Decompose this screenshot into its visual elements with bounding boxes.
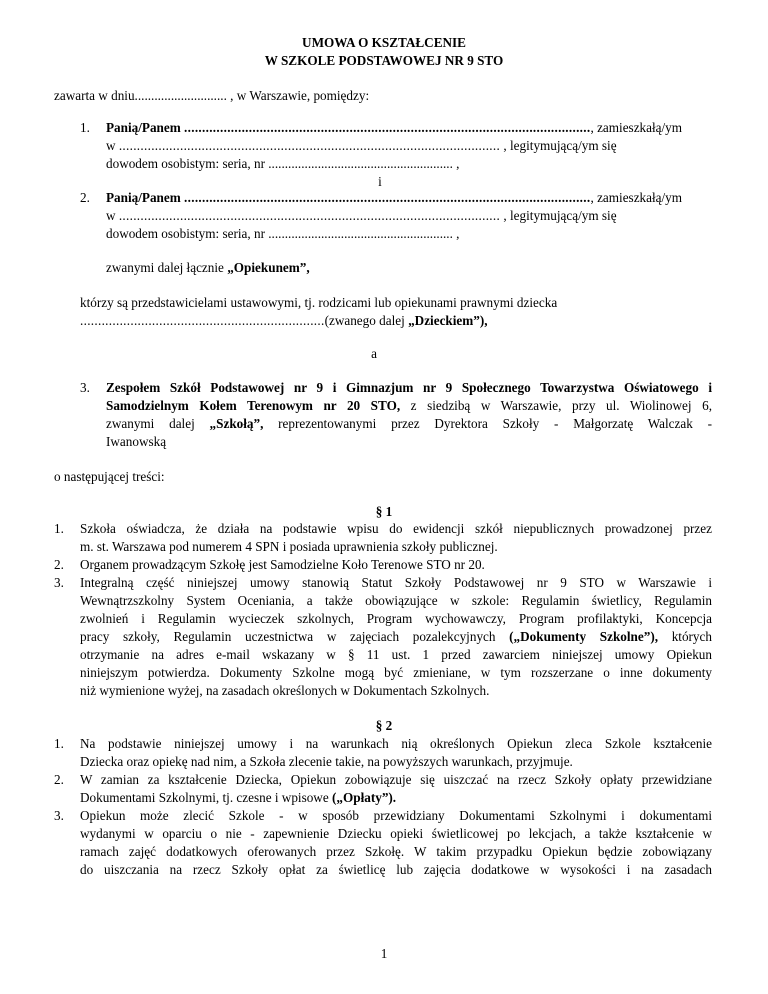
party-1-number: 1. xyxy=(80,120,90,135)
s1-p3-line-4 xyxy=(80,629,712,645)
party-2-id-label: , legitymującą/ym się xyxy=(503,208,617,223)
party-2-line-1 xyxy=(106,190,682,206)
page-number: 1 xyxy=(380,946,388,961)
party-1-residence-label: , zamieszkałą/ym xyxy=(590,120,683,135)
party-3-representative: reprezentowanymi przez Dyrektora Szkoły - Małgorzatę Walczak - xyxy=(263,416,713,431)
s2-p1-number: 1. xyxy=(54,736,64,751)
s2-p1-line-1: Na podstawie niniejszej umowy i na warunkach nią określonych Opiekun zleca Szkole kształcenie xyxy=(80,736,712,751)
s1-p2-line-1: Organem prowadzącym Szkołę jest Samodzielne Koło Terenowe STO nr 20. xyxy=(80,557,485,572)
party-2-id-line: dowodem osobistym: seria, nr ........................................................ , xyxy=(106,226,460,241)
s2-p3-line-3: ramach zajęć dodatkowych oferowanych przez Szkołę. W takim przypadku Opiekun będzie zobowiązany xyxy=(80,844,712,859)
ktorzy-line-2 xyxy=(80,313,488,329)
party-3-line-3 xyxy=(106,416,712,432)
s2-p2-l2-text: Dokumentami Szkolnymi, tj. czesne i wpisowe xyxy=(80,790,332,805)
s1-p3-line-1: Integralną część niniejszej umowy stanowią Statut Szkoły Podstawowej nr 9 STO w Warszawie i xyxy=(80,575,712,590)
s2-p3-line-1: Opiekun może zlecić Szkole - w sposób przewidziany Dokumentami Szkolnymi i dokumentami xyxy=(80,808,712,823)
dziecko-term: „Dzieckiem”), xyxy=(408,313,488,328)
party-1-line-1 xyxy=(106,120,682,136)
party-3-address: z siedzibą w Warszawie, przy ul. Wiolinowej 6, xyxy=(400,398,712,413)
conjunction-i: i xyxy=(378,174,382,189)
s2-p3-line-2: wydanymi w oparciu o nie - zapewnienie Dziecku opieki świetlicowej po lekcjach, a także kształcenie w xyxy=(80,826,712,841)
s1-p3-l4-rest: których xyxy=(658,629,712,644)
party-1-w: w xyxy=(106,138,116,153)
party-2-residence-label: , zamieszkałą/ym xyxy=(590,190,683,205)
title-line-2: W SZKOLE PODSTAWOWEJ NR 9 STO xyxy=(264,53,504,68)
party-3-line-4: Iwanowską xyxy=(106,434,167,449)
s1-p2-number: 2. xyxy=(54,557,64,572)
zwanymi-text: zwanymi dalej łącznie xyxy=(106,260,228,275)
zwanymi-line xyxy=(106,260,310,276)
party-3-line-2 xyxy=(106,398,712,414)
party-1-id-line: dowodem osobistym: seria, nr ........................................................ , xyxy=(106,156,460,171)
party-2-name-label: Panią/Panem xyxy=(106,190,181,205)
s1-p3-number: 3. xyxy=(54,575,64,590)
o-nastepujacej: o następującej treści: xyxy=(54,469,165,484)
opiekun-term: „Opiekunem”, xyxy=(227,260,310,275)
s1-p3-line-6: niniejszym potwierdza. Dokumenty Szkolne mogą być zmieniane, w tym rozszerzane o inne dokumenty xyxy=(80,665,712,680)
party-1-id-label: , legitymującą/ym się xyxy=(503,138,617,153)
party-1-address-blank: .......................................................................................................... xyxy=(118,138,501,153)
s1-p3-l4-text: pracy szkoły, Regulamin uczestnictwa w zajęciach pozalekcyjnych xyxy=(80,629,510,644)
oplaty-term: („Opłaty”). xyxy=(332,790,397,805)
party-3-line-1: Zespołem Szkół Podstawowej nr 9 i Gimnazjum nr 9 Społecznego Towarzystwa Oświatowego i xyxy=(106,380,712,395)
s2-p2-number: 2. xyxy=(54,772,64,787)
section-2-heading: § 2 xyxy=(375,718,393,733)
s2-p1-line-2: Dziecka oraz opiekę nad nim, a Szkoła zlecenie takie, na powyższych warunkach, przyjmuje. xyxy=(80,754,573,769)
ktorzy-text: (zwanego dalej xyxy=(324,313,409,328)
s2-p2-line-2 xyxy=(80,790,396,806)
s1-p1-line-1: Szkoła oświadcza, że działa na podstawie wpisu do ewidencji szkół niepublicznych prowadzonej przez xyxy=(80,521,712,536)
section-1-heading: § 1 xyxy=(375,504,393,519)
title-line-1: UMOWA O KSZTAŁCENIE xyxy=(302,35,466,50)
party-3-number: 3. xyxy=(80,380,90,395)
party-2-w: w xyxy=(106,208,116,223)
party-3-zwanymi: zwanymi dalej xyxy=(106,416,210,431)
party-2-number: 2. xyxy=(80,190,90,205)
s1-p1-number: 1. xyxy=(54,521,64,536)
s1-p3-line-2: Wewnątrzszkolny System Oceniania, a także obowiązujące w szkole: Regulamin świetlicy, Regulamin xyxy=(80,593,712,608)
s2-p3-line-4: do uiszczania na rzecz Szkoły opłat za świetlicę lub zajęcia dodatkowe w wysokości i na zasadach xyxy=(80,862,712,877)
party-2-name-blank: ................................................................................................................. xyxy=(184,190,591,205)
party-1-name-blank: ................................................................................................................. xyxy=(184,120,591,135)
party-1-name-label: Panią/Panem xyxy=(106,120,181,135)
s1-p3-line-5: otrzymanie na adres e-mail wskazany w § 11 ust. 1 przed zawarciem niniejszej umowy Opiekun xyxy=(80,647,712,662)
party-1-line-2 xyxy=(106,138,617,154)
szkola-term: „Szkołą”, xyxy=(209,416,264,431)
dokumenty-szkolne-term: („Dokumenty Szkolne”), xyxy=(509,629,659,644)
party-2-line-2 xyxy=(106,208,617,224)
party-2-address-blank: .......................................................................................................... xyxy=(118,208,501,223)
s2-p2-line-1: W zamian za kształcenie Dziecka, Opiekun zobowiązuje się uiszczać na rzecz Szkoły opłaty przewidziane xyxy=(80,772,712,787)
party-3-school-name: Samodzielnym Kołem Terenowym nr 20 STO, xyxy=(106,398,401,413)
s2-p3-number: 3. xyxy=(54,808,64,823)
child-name-blank: .................................................................... xyxy=(80,313,325,328)
s1-p3-line-3: zwolnień i Regulamin wycieczek szkolnych, Program wychowawczy, Program profilaktyki, Koncepcja xyxy=(80,611,712,626)
ktorzy-line-1: którzy są przedstawicielami ustawowymi, tj. rodzicami lub opiekunami prawnymi dziecka xyxy=(80,295,558,310)
s1-p3-line-7: niż wymienione wyżej, na zasadach określonych w Dokumentach Szkolnych. xyxy=(80,683,490,698)
intro-text: zawarta w dniu............................ , w Warszawie, pomiędzy: xyxy=(54,88,370,103)
conjunction-a: a xyxy=(371,346,377,361)
s1-p1-line-2: m. st. Warszawa pod numerem 4 SPN i posiada uprawnienia szkoły publicznej. xyxy=(80,539,498,554)
